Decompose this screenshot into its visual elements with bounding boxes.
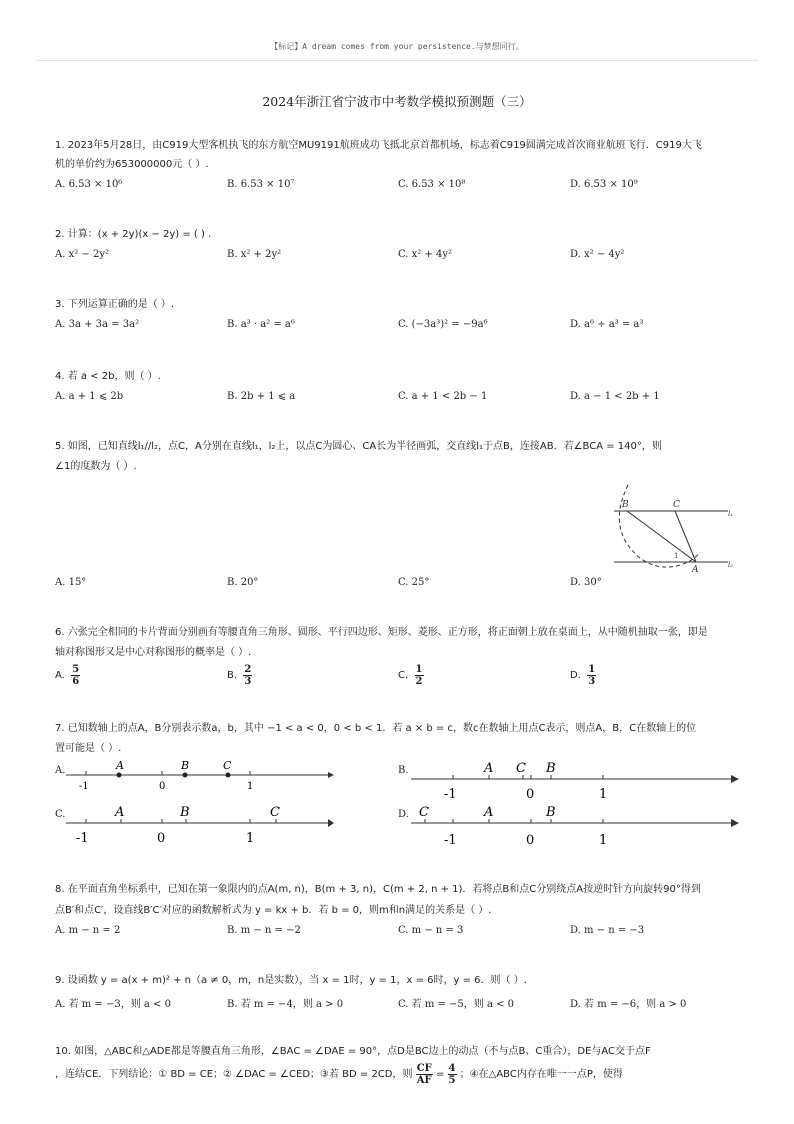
q3-option-d[interactable]: D. a⁶ ÷ a³ = a³ bbox=[570, 319, 644, 330]
q4-option-d[interactable]: D. a − 1 < 2b + 1 bbox=[570, 391, 660, 402]
q2-option-d[interactable]: D. x² − 4y² bbox=[570, 249, 625, 260]
q10-frac2-denominator: 5 bbox=[448, 1074, 456, 1086]
q6-b-denominator: 3 bbox=[244, 676, 252, 687]
point-c-label: C bbox=[419, 805, 429, 820]
q2-stem: 2. 计算：(x + 2y)(x − 2y) = ( ) . bbox=[55, 229, 212, 240]
q5-label-b: B bbox=[622, 500, 629, 510]
q6-option-d[interactable] bbox=[570, 664, 596, 687]
q6-option-d-fraction bbox=[587, 664, 596, 687]
q1-stem-line1: 1. 2023年5月28日，由C919大型客机执飞的东方航空MU9191航班成功飞抵北京首都机场，标志着C919圆满完成首次商业航班飞行．C919大飞 bbox=[55, 140, 702, 151]
tick-label-1: 1 bbox=[246, 831, 255, 846]
tick-label-1: 1 bbox=[599, 787, 608, 802]
q9-option-a[interactable]: A. 若 m = −3，则 a < 0 bbox=[55, 999, 171, 1010]
q5-label-l2: l₂ bbox=[728, 561, 734, 569]
tick-label-0: 0 bbox=[159, 781, 166, 792]
header-divider bbox=[36, 60, 758, 61]
tick-label-neg1: -1 bbox=[76, 831, 89, 846]
q10-line2-part2: ；④在△ABC内存在唯一一点P，使得 bbox=[459, 1069, 623, 1080]
q1-option-c[interactable]: C. 6.53 × 10⁸ bbox=[398, 179, 466, 190]
q9-option-d[interactable]: D. 若 m = −6，则 a > 0 bbox=[570, 999, 687, 1010]
tick-label-0: 0 bbox=[526, 833, 535, 848]
q5-arc bbox=[619, 485, 700, 567]
q6-option-b-fraction bbox=[243, 664, 252, 687]
tick-label-neg1: -1 bbox=[444, 833, 457, 848]
q10-fraction-cf-af bbox=[416, 1063, 433, 1086]
q2-option-b[interactable]: B. x² + 2y² bbox=[227, 249, 282, 260]
q1-option-b[interactable]: B. 6.53 × 10⁷ bbox=[227, 179, 295, 190]
q10-equals: = bbox=[435, 1069, 445, 1080]
q6-option-a-fraction bbox=[71, 664, 80, 687]
axis-arrow bbox=[731, 819, 739, 827]
q10-frac2-numerator: 4 bbox=[448, 1062, 456, 1074]
q9-stem: 9. 设函数 y = a(x + m)² + n（a ≠ 0，m，n是实数），当 x = 1时，y = 1，x = 6时，y = 6．则（ ）. bbox=[55, 975, 527, 986]
q2-option-a[interactable]: A. x² − 2y² bbox=[55, 249, 109, 260]
point-b-label: B bbox=[181, 759, 190, 772]
q6-c-denominator: 2 bbox=[415, 676, 423, 687]
q1-option-d[interactable]: D. 6.53 × 10⁹ bbox=[570, 179, 638, 190]
q6-option-c-label: C. bbox=[398, 670, 409, 681]
q8-stem-line1: 8. 在平面直角坐标系中，已知在第一象限内的点A(m, n)，B(m + 3, n)，C(m + 2, n + 1)．若将点B和点C分别绕点A按逆时针方向旋转90°得到 bbox=[55, 884, 701, 895]
q6-option-a[interactable] bbox=[55, 664, 80, 687]
q7-option-d-numberline bbox=[411, 801, 741, 851]
q10-fraction-4-5 bbox=[448, 1063, 457, 1086]
tick-label-0: 0 bbox=[157, 831, 166, 846]
q6-option-b[interactable] bbox=[227, 664, 252, 687]
q3-option-a[interactable]: A. 3a + 3a = 3a² bbox=[55, 319, 140, 330]
point-a-label: A bbox=[115, 805, 125, 820]
q3-option-c[interactable]: C. (−3a³)² = −9a⁶ bbox=[398, 319, 488, 330]
q6-option-c[interactable] bbox=[398, 664, 424, 687]
q5-stem-line1: 5. 如图，已知直线l₁//l₂，点C，A分别在直线l₁，l₂上，以点C为圆心、CA长为半径画弧，交直线l₁于点B，连接AB．若∠BCA = 140°，则 bbox=[55, 441, 662, 452]
tick-label-1: 1 bbox=[247, 781, 254, 792]
q7-option-a-label[interactable]: A. bbox=[55, 765, 66, 776]
axis-arrow bbox=[328, 772, 334, 778]
point-b-label: B bbox=[546, 761, 556, 776]
tick-label-neg1: -1 bbox=[79, 781, 89, 792]
q4-option-c[interactable]: C. a + 1 < 2b − 1 bbox=[398, 391, 488, 402]
q6-d-numerator: 1 bbox=[588, 664, 596, 675]
q6-b-numerator: 2 bbox=[244, 664, 252, 675]
q7-option-c-label[interactable]: C. bbox=[55, 809, 66, 820]
q5-figure bbox=[600, 480, 750, 575]
q6-option-c-fraction bbox=[415, 664, 424, 687]
q7-option-a-numberline bbox=[66, 757, 336, 795]
q6-option-d-label: D. bbox=[570, 670, 581, 681]
q5-option-b[interactable]: B. 20° bbox=[227, 577, 259, 588]
point-a-dot bbox=[117, 773, 122, 778]
q10-stem-line1: 10. 如图，△ABC和△ADE都是等腰直角三角形，∠BAC = ∠DAE = 90°，点D是BC边上的动点（不与点B、C重合），DE与AC交于点F bbox=[55, 1046, 651, 1057]
q10-frac-numerator: CF bbox=[416, 1062, 432, 1074]
q6-option-b-label: B. bbox=[227, 670, 238, 681]
q8-option-a[interactable]: A. m − n = 2 bbox=[55, 925, 121, 936]
point-a-label: A bbox=[484, 761, 494, 776]
q4-option-a[interactable]: A. a + 1 ⩽ 2b bbox=[55, 391, 124, 402]
q8-option-c[interactable]: C. m − n = 3 bbox=[398, 925, 464, 936]
q6-stem-line2: 轴对称图形又是中心对称图形的概率是（ ）. bbox=[55, 647, 252, 658]
q9-option-c[interactable]: C. 若 m = −5，则 a < 0 bbox=[398, 999, 515, 1010]
q5-stem-line2: ∠1的度数为（ ）. bbox=[55, 461, 137, 472]
q7-option-b-label[interactable]: B. bbox=[398, 765, 409, 776]
point-c-label: C bbox=[516, 761, 526, 776]
q5-option-c[interactable]: C. 25° bbox=[398, 577, 430, 588]
q8-option-d[interactable]: D. m − n = −3 bbox=[570, 925, 645, 936]
q10-frac-denominator: AF bbox=[416, 1074, 432, 1086]
page-header: 【标记】A dream comes from your persistence.与梦想同行。 bbox=[270, 42, 524, 51]
q6-c-numerator: 1 bbox=[415, 664, 423, 675]
page-title: 2024年浙江省宁波市中考数学模拟预测题（三） bbox=[262, 94, 532, 109]
q5-label-a: A bbox=[692, 565, 699, 575]
q6-a-denominator: 6 bbox=[72, 676, 80, 687]
axis-arrow bbox=[731, 775, 739, 783]
q7-option-d-label[interactable]: D. bbox=[398, 809, 409, 820]
q10-line2-part1: ，连结CE．下列结论：① BD = CE；② ∠DAC = ∠CED；③若 BD = 2CD，则 bbox=[55, 1069, 413, 1080]
q4-stem: 4. 若 a < 2b，则（ ）. bbox=[55, 371, 161, 382]
point-c-label: C bbox=[270, 805, 280, 820]
point-b-label: B bbox=[546, 805, 556, 820]
q1-stem-line2: 机的单价约为653000000元（ ）. bbox=[55, 159, 209, 170]
q3-stem: 3. 下列运算正确的是（ ）. bbox=[55, 299, 175, 310]
q5-option-a[interactable]: A. 15° bbox=[55, 577, 87, 588]
q5-label-angle1: 1 bbox=[674, 552, 679, 560]
q7-option-b-numberline bbox=[411, 757, 741, 803]
q4-option-b[interactable]: B. 2b + 1 ⩽ a bbox=[227, 391, 296, 402]
point-b-dot bbox=[183, 773, 188, 778]
axis-arrow bbox=[328, 819, 334, 827]
q8-option-b[interactable]: B. m − n = −2 bbox=[227, 925, 301, 936]
q10-stem-line2 bbox=[55, 1062, 755, 1088]
q2-option-c[interactable]: C. x² + 4y² bbox=[398, 249, 453, 260]
point-a-label: A bbox=[116, 759, 124, 772]
q5-option-d[interactable]: D. 30° bbox=[570, 577, 602, 588]
point-b-label: B bbox=[180, 805, 190, 820]
q5-label-l1: l₁ bbox=[728, 510, 734, 518]
point-c-dot bbox=[226, 773, 231, 778]
point-c-label: C bbox=[223, 759, 232, 772]
q7-stem-line1: 7. 已知数轴上的点A，B分别表示数a，b，其中 −1 < a < 0，0 < b < 1．若 a × b = c，数c在数轴上用点C表示，则点A，B，C在数轴上的位 bbox=[55, 723, 697, 734]
q7-stem-line2: 置可能是（ ）. bbox=[55, 743, 122, 754]
tick-label-neg1: -1 bbox=[444, 787, 457, 802]
q3-option-b[interactable]: B. a³ · a² = a⁶ bbox=[227, 319, 295, 330]
q8-stem-line2: 点B′和点C′，设直线B′C′对应的函数解析式为 y = kx + b．若 b = 0，则m和n满足的关系是（ ）. bbox=[55, 905, 492, 916]
point-a-label: A bbox=[484, 805, 494, 820]
tick-label-1: 1 bbox=[599, 833, 608, 848]
q1-option-a[interactable]: A. 6.53 × 10⁶ bbox=[55, 179, 123, 190]
q6-a-numerator: 5 bbox=[72, 664, 80, 675]
q6-option-a-label: A. bbox=[55, 670, 65, 681]
q9-option-b[interactable]: B. 若 m = −4，则 a > 0 bbox=[227, 999, 344, 1010]
tick-label-0: 0 bbox=[526, 787, 535, 802]
q7-option-c-numberline bbox=[66, 801, 336, 847]
q5-label-c: C bbox=[673, 500, 680, 510]
q6-stem-line1: 6. 六张完全相同的卡片背面分别画有等腰直角三角形、圆形、平行四边形、矩形、菱形、正方形，将正面朝上放在桌面上，从中随机抽取一张，即是 bbox=[55, 627, 708, 638]
q6-d-denominator: 3 bbox=[588, 676, 596, 687]
